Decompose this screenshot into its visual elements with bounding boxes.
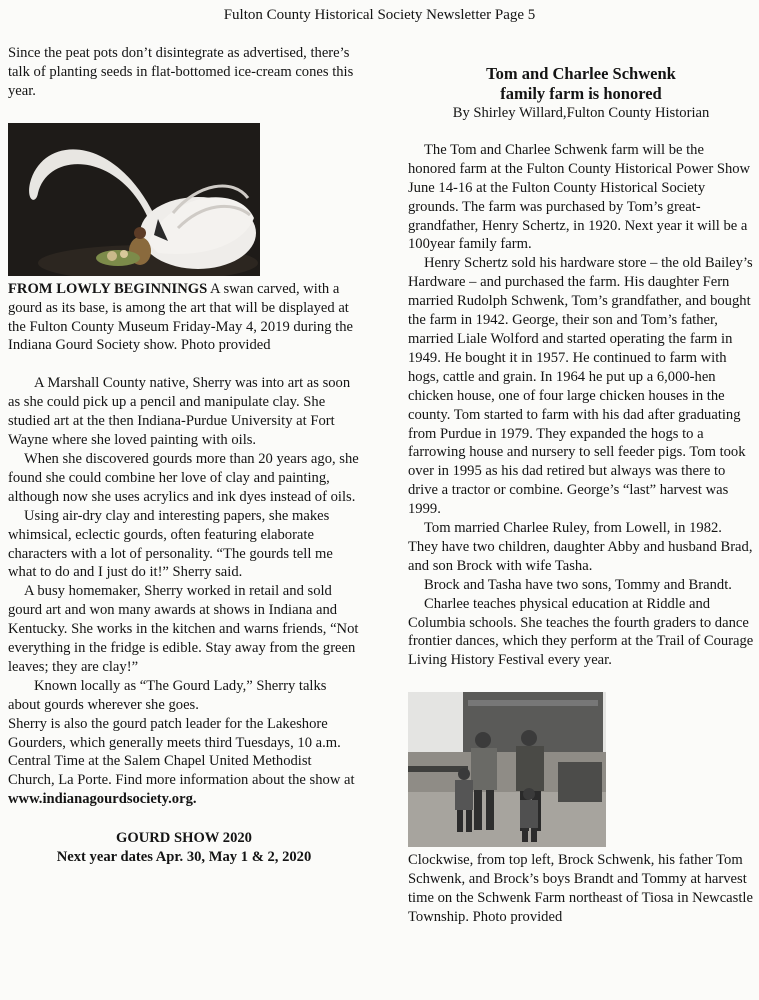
article-paragraph: Known locally as “The Gourd Lady,” Sherry talks about gourds wherever she goes. [8, 677, 327, 713]
swan-gourd-photo [8, 123, 260, 276]
closing-paragraph [8, 715, 360, 810]
article-paragraph: A busy homemaker, Sherry worked in retail and sold gourd art and won many awards at shows in Indiana and Kentucky. She works in the kitchen and warns friends, “Not everything in the fridge is edible. Stay away from the green leaves; they are clay!” [8, 583, 359, 675]
article-paragraph: Brock and Tasha have two sons, Tommy and Brandt. [424, 576, 732, 593]
website-link[interactable]: www.indianagourdsociety.org. [8, 791, 197, 808]
swan-photo-caption [8, 280, 360, 356]
article-paragraph: The Tom and Charlee Schwenk farm will be the honored farm at the Fulton County Historical Power Show June 14-16 at the Fulton County Historical Society grounds. The farm was purchased by Tom’s great-grandfather, Henry Schertz, in 1920. Next year it will be a 100year family farm. [408, 141, 751, 253]
article-paragraph: When she discovered gourds more than 20 years ago, she found she could combine her love of clay and painting, although now she uses acrylics and ink dyes instead of oils. [8, 450, 359, 505]
byline: By Shirley Willard,Fulton County Historian [452, 105, 710, 121]
closing-text: Sherry is also the gourd patch leader for the Lakeshore Gourders, which generally meets third Tuesdays, 10 a.m. Central Time at the Salem Chapel United Methodist Church, La Porte. Find more information about the show at [8, 715, 355, 789]
article-paragraph: Henry Schertz sold his hardware store – the old Bailey’s Hardware – and purchased the farm. His daughter Fern married Rudolph Schwenk, Tom’s grandfather, and bought the farm in 1942. George, their son and Tom’s father, married Liale Wolford and started operating the farm in 1949. He bought it in 1957. He continued to farm with hogs, cattle and grain. In 1964 he put up a 6,000-hen chicken house, one of four large chicken houses in the county. Tom started to farm with his dad after graduating from Purdue in 1979. They expanded the hogs to a farrowing house and nursery to sell feeder pigs. Tom took over in 1995 as his dad retired but always was there to drive a tractor or combine. George’s “last” harvest was 1999. [408, 255, 753, 518]
caption-body: A swan carved, with a gourd as its base, is among the art that will be displayed at the Fulton County Museum Friday-May 4, 2019 during the Indiana Gourd Society show. Photo provided [8, 280, 353, 354]
article-paragraph: A Marshall County native, Sherry was into art as soon as she could pick up a pencil and manipulate clay. She studied art at the then Indiana-Purdue University at Fort Wayne where she loved painting with oils. [8, 375, 351, 449]
gourd-show-dates: Next year dates Apr. 30, May 1 & 2, 2020 [56, 849, 312, 866]
article-paragraph: Tom married Charlee Ruley, from Lowell, in 1982. They have two children, daughter Abby and husband Brad, and son Brock with wife Tasha. [408, 520, 753, 574]
farm-photo-illustration [408, 692, 606, 847]
article-paragraph: Charlee teaches physical education at Riddle and Columbia schools. She teaches the fourth graders to dance frontier dances, which they perform at the Trail of Courage Living History Festival every year. [408, 595, 754, 669]
right-column [408, 64, 754, 927]
article-paragraph: Using air-dry clay and interesting papers, she makes whimsical, eclectic gourds, often featuring elaborate characters with a lot of personality. “The gourds tell me what to do and I just do it!” Sherry said. [8, 507, 333, 581]
article-title-line-1: Tom and Charlee Schwenk [486, 64, 676, 83]
gourd-show-title: GOURD SHOW 2020 [116, 830, 252, 847]
farm-photo-caption: Clockwise, from top left, Brock Schwenk, his father Tom Schwenk, and Brock’s boys Brandt and Tommy at harvest time on the Schwenk Farm northeast of Tiosa in Newcastle Township. Photo provided [408, 852, 753, 925]
caption-headline: FROM LOWLY BEGINNINGS [8, 280, 208, 297]
left-column [8, 44, 360, 867]
article-title-line-2: family farm is honored [500, 84, 662, 103]
farm-family-photo [408, 692, 606, 847]
swan-illustration [8, 123, 260, 276]
article-title [408, 64, 754, 104]
intro-paragraph: Since the peat pots don’t disintegrate as advertised, there’s talk of planting seeds in flat-bottomed ice-cream cones this year. [8, 45, 354, 99]
page-header: Fulton County Historical Society Newsletter Page 5 [223, 7, 536, 23]
